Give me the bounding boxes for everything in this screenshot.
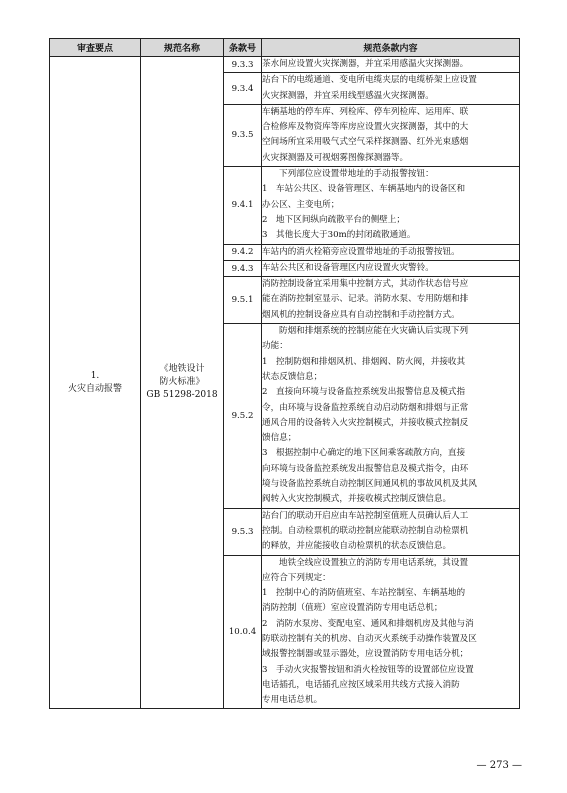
clause-content <box>262 57 520 73</box>
clause-number: 10.0.4 <box>224 555 262 709</box>
clause-line: 站台下的电缆通道、变电所电缆夹层的电缆桥架上应设置 <box>262 75 477 86</box>
clause-number: 9.5.1 <box>224 277 262 324</box>
clause-line: 车站内的消火栓箱旁应设置带地址的手动报警按钮。 <box>262 246 460 257</box>
standard-title-line2: 防火标准》 <box>159 377 205 388</box>
clause-line: 地铁全线应设置独立的消防专用电话系统，其设置 <box>279 557 469 568</box>
clause-line: 3 手动火灾报警按钮和消火栓按钮等的设置部位应设置 <box>262 664 474 675</box>
clause-content <box>262 555 520 709</box>
clause-line: 站台门的联动开启应由车站控制室值班人员确认后人工 <box>262 510 469 521</box>
clause-line: 专用电话总机。 <box>262 695 323 706</box>
clause-content <box>262 260 520 276</box>
clause-number: 9.4.3 <box>224 260 262 276</box>
clause-content <box>262 508 520 555</box>
clause-line: 功能： <box>262 341 288 352</box>
clause-line: 3 其他长度大于30m的封闭疏散通道。 <box>262 230 416 241</box>
clause-line: 茶水间应设置火灾探测器，并宜采用感温火灾探测器。 <box>262 59 469 69</box>
clause-line: 空间场所宜采用吸气式空气采样探测器、红外光束感烟 <box>262 137 469 148</box>
clause-content <box>262 104 520 166</box>
clause-line: 2 地下区间纵向疏散平台的侧壁上； <box>262 214 405 225</box>
clause-line: 状态反馈信息； <box>262 371 323 382</box>
clause-line: 阀转入火灾控制模式，并接收模式控制反馈信息。 <box>262 494 452 505</box>
clause-line: 烟风机的控制设备应具有自动控制和手动控制方式。 <box>262 309 460 320</box>
header-clause-content: 规范条款内容 <box>262 39 520 57</box>
clause-number: 9.3.4 <box>224 73 262 105</box>
clause-line: 馈信息； <box>262 433 297 444</box>
clause-line: 1 车站公共区、设备管理区、车辆基地内的设备区和 <box>262 184 466 195</box>
clause-content <box>262 167 520 244</box>
clause-line: 的释放，并应能接收自动检票机的状态反馈信息。 <box>262 541 452 552</box>
standard-code: GB 51298-2018 <box>146 390 218 401</box>
spec-table <box>49 38 520 709</box>
clause-line: 火灾探测器及可视烟雾图像探测器等。 <box>262 152 409 163</box>
standard-name-cell <box>141 57 224 709</box>
clause-line: 1 控制中心的消防值班室、车站控制室、车辆基地的 <box>262 588 466 599</box>
clause-number: 9.3.5 <box>224 104 262 166</box>
clause-line: 火灾探测器，并宜采用线型感温火灾探测器。 <box>262 90 434 101</box>
clause-number: 9.5.3 <box>224 508 262 555</box>
clause-content <box>262 324 520 509</box>
standard-title-line1: 《地铁设计 <box>159 364 205 375</box>
review-point-title: 火灾自动报警 <box>67 383 122 394</box>
clause-line: 2 消防水泵房、变配电室、通风和排烟机房及其他与消 <box>262 618 474 629</box>
clause-line: 控制。自动检票机的联动控制应能联动控制自动检票机 <box>262 525 469 536</box>
page-number: — 273 — <box>476 760 522 771</box>
clause-line: 应符合下列规定： <box>262 572 331 583</box>
clause-line: 车站公共区和设备管理区内应设置火灾警铃。 <box>262 262 434 273</box>
header-clause-number: 条款号 <box>224 39 262 57</box>
header-row <box>50 39 520 57</box>
clause-line: 域报警控制器或显示器处，应设置消防专用电话分机； <box>262 649 469 660</box>
clause-content <box>262 277 520 324</box>
clause-number: 9.4.2 <box>224 244 262 260</box>
clause-line: 合检修库及物资库等库房应设置火灾探测器，其中的大 <box>262 122 469 133</box>
clause-line: 能在消防控制室显示、记录。消防水泵、专用防烟和排 <box>262 294 469 305</box>
clause-line: 向环境与设备监控系统发出报警信息及模式指令，由环 <box>262 463 469 474</box>
header-standard-name: 规范名称 <box>141 39 224 57</box>
clause-line: 通风合用的设备转入火灾控制模式，并接收模式控制反 <box>262 417 469 428</box>
clause-line: 3 根据控制中心确定的地下区间乘客疏散方向，直接 <box>262 448 466 459</box>
clause-number: 9.5.2 <box>224 324 262 509</box>
clause-number: 9.4.1 <box>224 167 262 244</box>
table-row <box>50 57 520 73</box>
clause-line: 消防控制设备宜采用集中控制方式，其动作状态信号应 <box>262 279 469 290</box>
clause-line: 防联动控制有关的机房、自动灭火系统手动操作装置及区 <box>262 633 477 644</box>
clause-content <box>262 244 520 260</box>
clause-content <box>262 73 520 105</box>
clause-line: 办公区、主变电所； <box>262 199 340 210</box>
clause-line: 电话插孔，电话插孔应按区域采用共线方式接入消防 <box>262 679 460 690</box>
clause-line: 防烟和排烟系统的控制应能在火灾确认后实现下列 <box>279 326 469 337</box>
clause-line: 2 直接向环境与设备监控系统发出报警信息及模式指 <box>262 387 466 398</box>
clause-line: 令，由环境与设备监控系统自动启动防烟和排烟与正常 <box>262 402 469 413</box>
clause-line: 境与设备监控系统自动控制区间通风机的事故风机及其风 <box>262 479 477 490</box>
review-point-number: 1. <box>90 370 100 381</box>
clause-line: 消防控制（值班）室应设置消防专用电话总机； <box>262 603 443 614</box>
header-review-point: 审查要点 <box>50 39 141 57</box>
clause-number: 9.3.3 <box>224 57 262 73</box>
clause-line: 1 控制防烟和排烟风机、排烟阀、防火阀，并接收其 <box>262 356 466 367</box>
clause-line: 车辆基地的停车库、列检库、停车列检库、运用库、联 <box>262 106 469 117</box>
clause-line: 下列部位应设置带地址的手动报警按钮： <box>279 169 434 180</box>
review-point-cell <box>50 57 141 709</box>
